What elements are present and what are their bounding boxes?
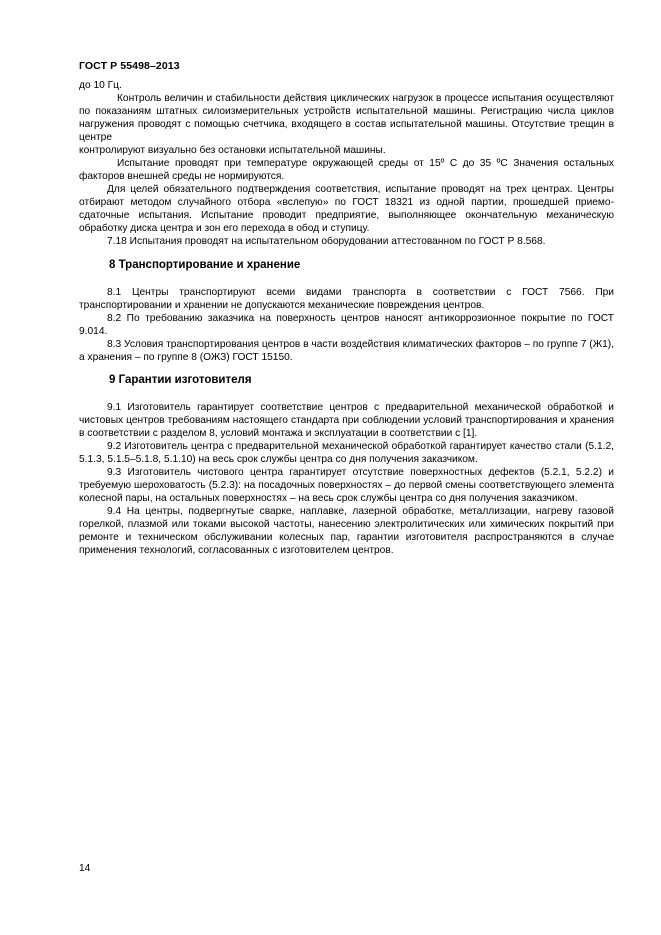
- paragraph-certification-test: Для целей обязательного подтверждения соответствия, испытание проводят на трех центрах. Центры отбирают методом случайного отбора «вслепую» по ГОСТ 18321 из одной партии, прошедшей приемо-сдаточные испытания. Испытание проводит предприятие, выполняющее окончательную механическую обработку диска центра и зон его перехода в обод и ступицу.: [79, 184, 614, 234]
- paragraph-load-control: Контроль величин и стабильности действия циклических нагрузок в процессе испытания осуществляют по показаниям штатных силоизмерительных устройств испытательной машины. Регистрацию числа циклов нагружения проводят с помощью счетчика, входящего в состав испытательной машины. Отсутствие трещин в центре: [79, 93, 614, 143]
- section-9-heading: 9 Гарантии изготовителя: [109, 374, 252, 386]
- paragraph-8-1: 8.1 Центры транспортируют всеми видами транспорта в соответствии с ГОСТ 7566. При транспортировании и хранении не допускаются механические повреждения центров.: [79, 287, 614, 311]
- document-header: ГОСТ Р 55498–2013: [79, 60, 180, 72]
- paragraph-8-3: 8.3 Условия транспортирования центров в части воздействия климатических факторов – по группе 7 (Ж1), а хранения – по группе 8 (ОЖЗ) ГОСТ 15150.: [79, 339, 614, 363]
- section-8-heading: 8 Транспортирование и хранение: [109, 259, 301, 271]
- paragraph-test-temperature: Испытание проводят при температуре окружающей среды от 15º С до 35 ºС Значения остальных факторов внешней среды не нормируются.: [79, 158, 614, 182]
- document-body: [79, 79, 614, 557]
- paragraph-visual-control: контролируют визуально без остановки испытательной машины.: [79, 145, 386, 156]
- paragraph-9-2: 9.2 Изготовитель центра с предварительной механической обработкой гарантирует качество стали (5.1.2, 5.1.3, 5.1.5–5.1.8, 5.1.10) на весь срок службы центра со дня получения заказчиком.: [79, 441, 614, 465]
- paragraph-9-1: 9.1 Изготовитель гарантирует соответствие центров с предварительной механической обработкой и чистовых центров требованиям настоящего стандарта при соблюдении условий транспортирования и хранения в соответствии с разделом 8, условий монтажа и эксплуатации в соответствии с [1].: [79, 402, 614, 439]
- paragraph-9-3: 9.3 Изготовитель чистового центра гарантирует отсутствие поверхностных дефектов (5.2.1, 5.2.2) и требуемую шероховатость (5.2.3): на посадочных поверхностях – до первой смены соответствующего элемента колесной пары, на остальных поверхностях – на весь срок службы центра со дня получения заказчиком.: [79, 467, 614, 504]
- paragraph-8-2: 8.2 По требованию заказчика на поверхность центров наносят антикоррозионное покрытие по ГОСТ 9.014.: [79, 313, 614, 337]
- paragraph-frequency-end: до 10 Гц.: [79, 80, 122, 91]
- paragraph-9-4: 9.4 На центры, подвергнутые сварке, наплавке, лазерной обработке, металлизации, нагреву газовой горелкой, плазмой или токами высокой частоты, нанесению электролитических или химических покрытий при ремонте и техническом обслуживании колесных пар, гарантии изготовителя распространяются в случае применения технологий, согласованных с изготовителем центров.: [79, 506, 614, 556]
- paragraph-7-18: 7.18 Испытания проводят на испытательном оборудовании аттестованном по ГОСТ Р 8.568.: [107, 236, 546, 247]
- page-number: 14: [79, 863, 91, 874]
